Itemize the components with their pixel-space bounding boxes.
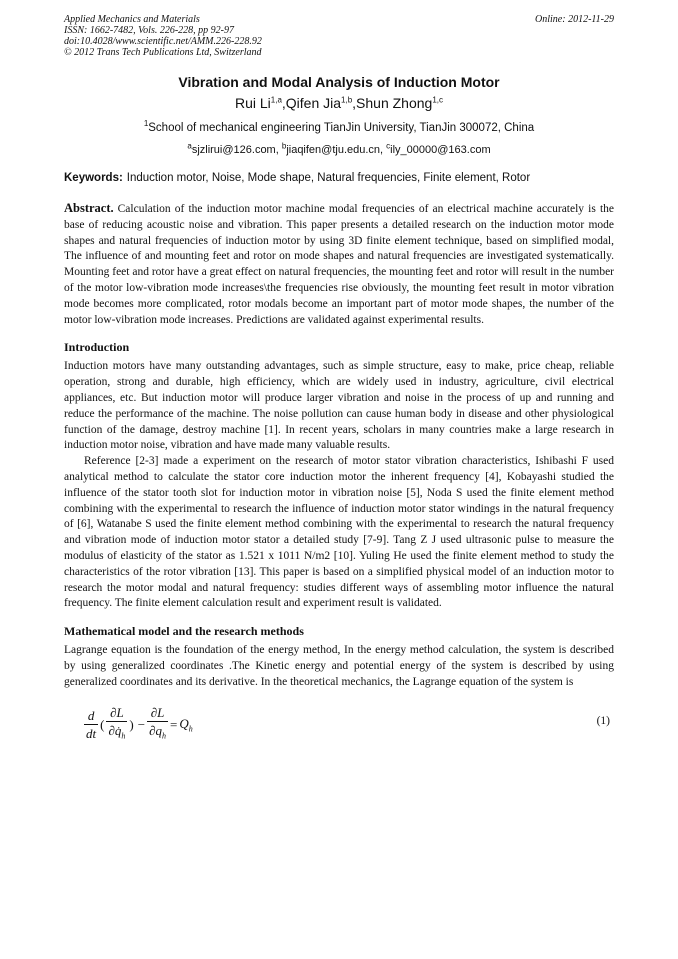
equation-number: (1) (596, 714, 610, 727)
fraction-dl-dqdot (106, 705, 127, 744)
fraction-d-dt (84, 708, 98, 741)
eq-sub-h: h (188, 724, 193, 734)
paper-title: Vibration and Modal Analysis of Induction Motor (178, 74, 500, 90)
abstract (64, 201, 614, 328)
paper-page (64, 14, 614, 745)
keywords (64, 171, 614, 185)
keywords-label: Keywords: (64, 172, 123, 184)
eq-rparen: ) (129, 716, 134, 732)
intro-paragraph-1: Induction motors have many outstanding advantages, such as simple structure, easy to make, price cheap, reliable operation, strong and durable, high efficiency, which are widely used in industry, agriculture, civil electrical appliances, etc. But induction motor will produce larger vibration and noise in the process of up and running and reduce the performance of the machine. The noise pollution can cause human body in disease and other physiological function of the damage, destroy machine [1]. In recent years, scholars in many countries make a large research in induction motor noise, vibration and have made many valuable results. (64, 360, 614, 452)
eq-partial-l: ∂L (147, 705, 168, 722)
author-name: Shun Zhong (356, 95, 433, 111)
author-name: Qifen Jia (285, 95, 342, 111)
author-sup: 1,a (270, 95, 282, 105)
eq-dt: dt (86, 726, 97, 742)
email-sup: b (281, 141, 287, 151)
journal-issn: ISSN: 1662-7482, Vols. 226-228, pp 92-97 (64, 25, 234, 36)
eq-sub-h: h (121, 731, 126, 741)
abstract-text: Calculation of the induction motor machine modal frequencies of an electrical machine accurately is the base of reducing acoustic noise and vibration. This paper presents a detailed research on the induction motor mode shapes and natural frequencies of induction motor by using 3D finite element technique, based on simplified modal, The influence of and mounting feet and rotor on mode shapes and natural frequencies are investigated systematically. Mounting feet and rotor have a great effect on natural frequencies, the mounting feet and rotor will result in the number of the motor low-vibration mode increases\the frequencies rise obviously, the mounting feet result in motor vibration mode becomes more complicated, rotor modals become an important part of motor mode shapes, the number of the motor low-vibration mode increases. Predictions are validated against experimental results. (64, 203, 615, 326)
email-link[interactable]: ily_00000@163.com (390, 144, 491, 156)
eq-minus: − (137, 716, 146, 732)
affiliation-sup: 1 (143, 119, 149, 129)
fraction-dl-dq (147, 705, 168, 744)
journal-copyright: © 2012 Trans Tech Publications Ltd, Switzerland (64, 47, 262, 58)
email-link[interactable]: sjzlirui@126.com (191, 144, 276, 156)
author-sup: 1,b (341, 95, 353, 105)
author-name: Rui Li (234, 95, 271, 111)
keywords-text: Induction motor, Noise, Mode shape, Natural frequencies, Finite element, Rotor (126, 172, 531, 184)
eq-rhs: $Q_h$ (179, 715, 193, 734)
online-date: Online: 2012-11-29 (535, 14, 614, 25)
section-heading-introduction: Introduction (64, 340, 130, 355)
journal-name: Applied Mechanics and Materials (64, 14, 200, 25)
author-list: Rui Li$^{1,a}$,Qifen Jia$^{1,b}$,Shun Zhong$^{1,c}$ (234, 95, 444, 111)
email-list: $^a$sjzlirui@126.com, $^b$jiaqifen@tju.edu.cn, $^c$ily_00000@163.com (187, 141, 491, 156)
intro-paragraph-2: Reference [2-3] made a experiment on the research of motor stator vibration characteristics, Ishibashi F used analytical method to calculate the stator core induction motor the inherent frequency [4], Kobayashi studied the influence of the stator tooth slot for induction motor in vibration noise [5], Noda S used the finite element method combining with the experimental to research the influence of induction motor stator windings in the natural frequency of [6], Watanabe S used the finite element method combining with the experimental to research the natural frequency and vibration mode of induction motor stator a detailed study [7-9]. Tang Z J used ultrasonic pulse to measure the modulus of elasticity of the stator as 1.521 x 1011 N/m2 [10]. Yuling He used the finite element method to study the characteristics of the rotor vibration [13]. This paper is based on a simplified physical model of an induction motor to research the motor modal and natural frequency: studies different ways of assembling motor influence the natural frequency. The finite element calculation result and experiment result is validated. (64, 455, 614, 610)
email-link[interactable]: jiaqifen@tju.edu.cn (286, 144, 381, 156)
email-sup: a (187, 141, 192, 151)
math-paragraph-1: Lagrange equation is the foundation of the energy method, In the energy method calculation, the system is described by using generalized coordinates .The Kinetic energy and potential energy of the system is described by using generalized coordinates and its derivative. In the theoretical mechanics, the Lagrange equation of the system is (64, 644, 614, 688)
author-sup: 1,c (432, 95, 444, 105)
eq-partial-q: ∂q (149, 723, 163, 739)
lagrange-equation (64, 705, 614, 745)
affiliation (64, 121, 614, 135)
eq-d: d (84, 708, 98, 725)
section-heading-math: Mathematical model and the research methods (64, 624, 304, 639)
email-sup: c (386, 141, 391, 151)
equation-body (84, 705, 193, 745)
eq-lparen: ( (100, 716, 105, 732)
abstract-label: Abstract. (64, 201, 114, 215)
journal-doi[interactable]: doi:10.4028/www.scientific.net/AMM.226-228.92 (64, 36, 262, 47)
journal-header (64, 14, 614, 58)
eq-sub-h: h (162, 731, 167, 741)
eq-partial-l: ∂L (106, 705, 127, 722)
affiliation-text: School of mechanical engineering TianJin University, TianJin 300072, China (148, 122, 535, 134)
eq-equals: = (170, 716, 178, 732)
eq-partial-qdot: ∂q̇ (108, 723, 122, 739)
